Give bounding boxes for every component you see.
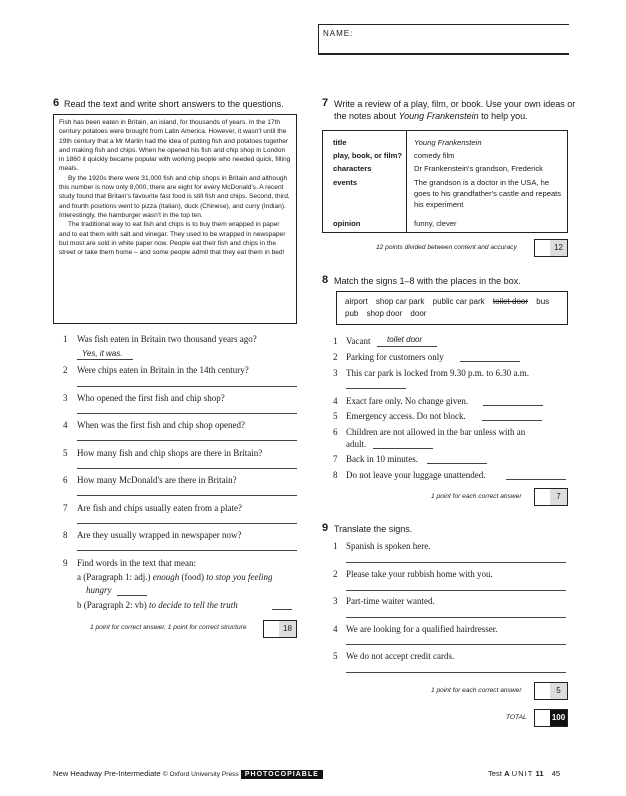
review-divider [406,130,407,233]
total-label: TOTAL [506,714,527,721]
total-score-box [534,709,568,727]
q6-9-number: 9 [63,558,68,568]
sign-6-answer-line[interactable] [373,448,433,449]
section-7-score: 12 [554,243,563,252]
footer-test-label: Test [488,769,502,778]
q6-1-answer-line[interactable] [77,359,133,360]
place-item: shop car park [375,297,425,306]
section-7-heading-title: Young Frankenstein [398,111,479,121]
place-item: public car park [432,297,485,306]
review-val-characters: Dr Frankenstein's grandson, Frederick [414,164,543,173]
sign-7-answer-line[interactable] [427,463,487,464]
q6-9b-italic: to decide to tell the truth [148,600,238,610]
q6-1-number: 1 [63,334,68,344]
q6-1-text: Was fish eaten in Britain two thousand years ago? [77,334,257,344]
reading-paragraph-2: By the 1920s there were 31,000 fish and chip shops in Britain and although this number is now only 8,000, there are eight for every McDonald's. A recent study found that Britain's favourite fast food is still fish and chips. Second, third, and fourth positions went to pizza (Italian), duck (Chinese), and curry (Indian). Interestingly, the hamburger wasn't in the top ten. [59,174,290,219]
name-box [318,24,569,55]
translate-1-answer-line[interactable] [346,562,566,563]
q6-9a-italic-2: to stop you feeling [206,572,273,582]
sign-6-number: 6 [333,427,338,437]
footer-test-letter: A [504,769,510,778]
q6-1-answer: Yes, it was. [82,349,123,358]
translate-4-number: 4 [333,624,338,634]
section-7-number: 7 [322,97,329,109]
places-row-2 [345,308,559,320]
section-8-heading: Match the signs 1–8 with the places in the box. [334,276,521,286]
place-item: door [410,309,427,318]
section-8-score: 7 [556,492,561,501]
reading-text-box [53,114,297,324]
q6-9a-mid: (food) [181,572,204,582]
q6-9a-italic-3: hungry [86,585,112,595]
place-item: airport [345,297,368,306]
place-item: pub [345,309,359,318]
q6-6-answer-line[interactable] [77,495,297,496]
q6-6-number: 6 [63,475,68,485]
q6-7-text: Are fish and chips usually eaten from a plate? [77,503,242,513]
review-key-title: title [333,138,347,147]
sign-2-text: Parking for customers only [346,352,444,362]
translate-2-text: Please take your rubbish home with you. [346,569,493,579]
translate-5-answer-line[interactable] [346,672,566,673]
q6-3-answer-line[interactable] [77,413,297,414]
q6-8-answer-line[interactable] [77,550,297,551]
sign-1-number: 1 [333,336,338,346]
review-val-events-2: goes to his grandfather's castle and repeats [414,189,562,198]
q6-9b-answer-line[interactable] [272,609,292,610]
q6-2-answer-line[interactable] [77,386,297,387]
translate-4-text: We are looking for a qualified hairdresser. [346,624,498,634]
sign-8-text: Do not leave your luggage unattended. [346,470,486,480]
sign-5-answer-line[interactable] [482,420,542,421]
section-9-score: 5 [556,686,561,695]
q6-8-text: Are they usually wrapped in newspaper now? [77,530,242,540]
name-label: NAME: [323,29,354,38]
sign-5-text: Emergency access. Do not block. [346,411,466,421]
translate-5-number: 5 [333,651,338,661]
footer-left [53,769,323,778]
sign-5-number: 5 [333,411,338,421]
place-item: shop door [366,309,403,318]
review-val-events-3: his experiment [414,200,464,209]
q6-7-number: 7 [63,503,68,513]
section-8-score-note: 1 point for each correct answer [431,493,522,500]
page-number: 45 [551,769,561,778]
section-6-number: 6 [53,97,60,109]
section-7-heading-a: the notes about [334,111,399,121]
reading-paragraph-1: Fish has been eaten in Britain, an island, for thousands of years. In the 17th century potatoes were brought from Latin America. However, it wasn't until the 19th century that a Mr Marlin had the idea of putting fish and potatoes together and making fish and chips. When he opened his fish and chip shop in London in 1860 it quickly became popular with working people who needed quick, filling meals. [59,119,291,173]
review-val-opinion: funny, clever [414,219,457,228]
section-7-heading-line1: Write a review of a play, film, or book. Use your own ideas or [334,99,576,109]
q6-8-number: 8 [63,530,68,540]
footer-publisher: © Oxford University Press [162,771,239,778]
section-6-heading: Read the text and write short answers to the questions. [64,99,284,109]
photocopiable-badge: PHOTOCOPIABLE [241,770,323,779]
sign-6-text: Children are not allowed in the bar unless with an [346,427,526,437]
section-8-score-box [534,488,568,506]
place-item-used: toilet door [492,297,529,306]
section-6-score-note: 1 point for correct answer, 1 point for correct structure [90,624,247,631]
sign-3-answer-line[interactable] [346,388,406,389]
section-7-score-note: 12 points divided between content and accuracy [376,244,517,251]
sign-4-number: 4 [333,396,338,406]
place-item: bus [536,297,550,306]
q6-3-text: Who opened the first fish and chip shop? [77,393,225,403]
translate-5-text: We do not accept credit cards. [346,651,455,661]
sign-2-number: 2 [333,352,338,362]
translate-2-number: 2 [333,569,338,579]
section-6-score-box [263,620,297,638]
footer-book-title: New Headway Pre-Intermediate [53,769,161,778]
sign-7-number: 7 [333,454,338,464]
q6-4-text: When was the first fish and chip shop opened? [77,420,245,430]
q6-2-number: 2 [63,365,68,375]
review-key-opinion: opinion [333,219,361,228]
q6-9a-line2 [86,585,112,595]
sign-3-number: 3 [333,368,338,378]
total-score: 100 [551,713,566,722]
sign-1-text: Vacant [346,336,371,346]
sign-1-answer-line[interactable] [377,346,437,347]
translate-3-answer-line[interactable] [346,617,566,618]
section-7-heading-c: to help you. [478,111,528,121]
section-9-number: 9 [322,522,329,534]
q6-9a-italic-1: enough [152,572,180,582]
sign-3-text: This car park is locked from 9.30 p.m. to 6.30 a.m. [346,368,529,378]
sign-2-answer-line[interactable] [460,361,520,362]
section-9-score-box [534,682,568,700]
section-9-score-note: 1 point for each correct answer [431,687,522,694]
q6-9a-answer-line[interactable] [117,595,147,596]
q6-4-answer-line[interactable] [77,440,297,441]
q6-9b-prefix: b (Paragraph 2: vb) [77,600,147,610]
section-7-heading-line2 [334,110,528,122]
footer-unit-label: UNIT [511,769,534,778]
translate-1-number: 1 [333,541,338,551]
sign-6-text-cont: adult. [346,439,367,449]
review-val-events-1: The grandson is a doctor in the USA, he [414,178,550,187]
q6-9a-line1 [77,572,272,582]
q6-9-text: Find words in the text that mean: [77,558,196,568]
sign-8-number: 8 [333,470,338,480]
review-val-title: Young Frankenstein [414,138,482,147]
sign-8-answer-line[interactable] [506,479,566,480]
q6-3-number: 3 [63,393,68,403]
translate-1-text: Spanish is spoken here. [346,541,431,551]
q6-5-answer-line[interactable] [77,468,297,469]
q6-5-number: 5 [63,448,68,458]
section-9-heading: Translate the signs. [334,524,413,534]
section-6-score: 18 [283,624,292,633]
sign-4-text: Exact fare only. No change given. [346,396,469,406]
places-box [336,291,568,325]
translate-2-answer-line[interactable] [346,590,566,591]
translate-3-number: 3 [333,596,338,606]
q6-7-answer-line[interactable] [77,523,297,524]
footer-right [488,769,560,778]
q6-2-text: Were chips eaten in Britain in the 14th century? [77,365,249,375]
footer-unit-number: 11 [535,769,544,778]
q6-9b-line [77,600,238,610]
places-row-1 [345,296,559,308]
section-8-number: 8 [322,274,329,286]
sign-7-text: Back in 10 minutes. [346,454,418,464]
review-key-type: play, book, or film? [333,151,403,160]
section-7-score-box [534,239,568,257]
translate-4-answer-line[interactable] [346,644,566,645]
sign-1-answer: toilet door [387,335,423,344]
review-val-type: comedy film [414,151,455,160]
q6-5-text: How many fish and chip shops are there in Britain? [77,448,263,458]
review-key-events: events [333,178,358,187]
q6-4-number: 4 [63,420,68,430]
sign-4-answer-line[interactable] [483,405,543,406]
review-key-characters: characters [333,164,372,173]
q6-9a-prefix: a (Paragraph 1: adj.) [77,572,151,582]
reading-paragraph-3: The traditional way to eat fish and chips is to buy them wrapped in paper and to eat them with salt and vinegar. They used to be wrapped in newspaper but most are sold in white paper now. People eat their fish and chips in the street or take them home – and some people admit that they eat them in bed! [59,221,286,257]
q6-6-text: How many McDonald's are there in Britain? [77,475,237,485]
translate-3-text: Part-time waiter wanted. [346,596,435,606]
